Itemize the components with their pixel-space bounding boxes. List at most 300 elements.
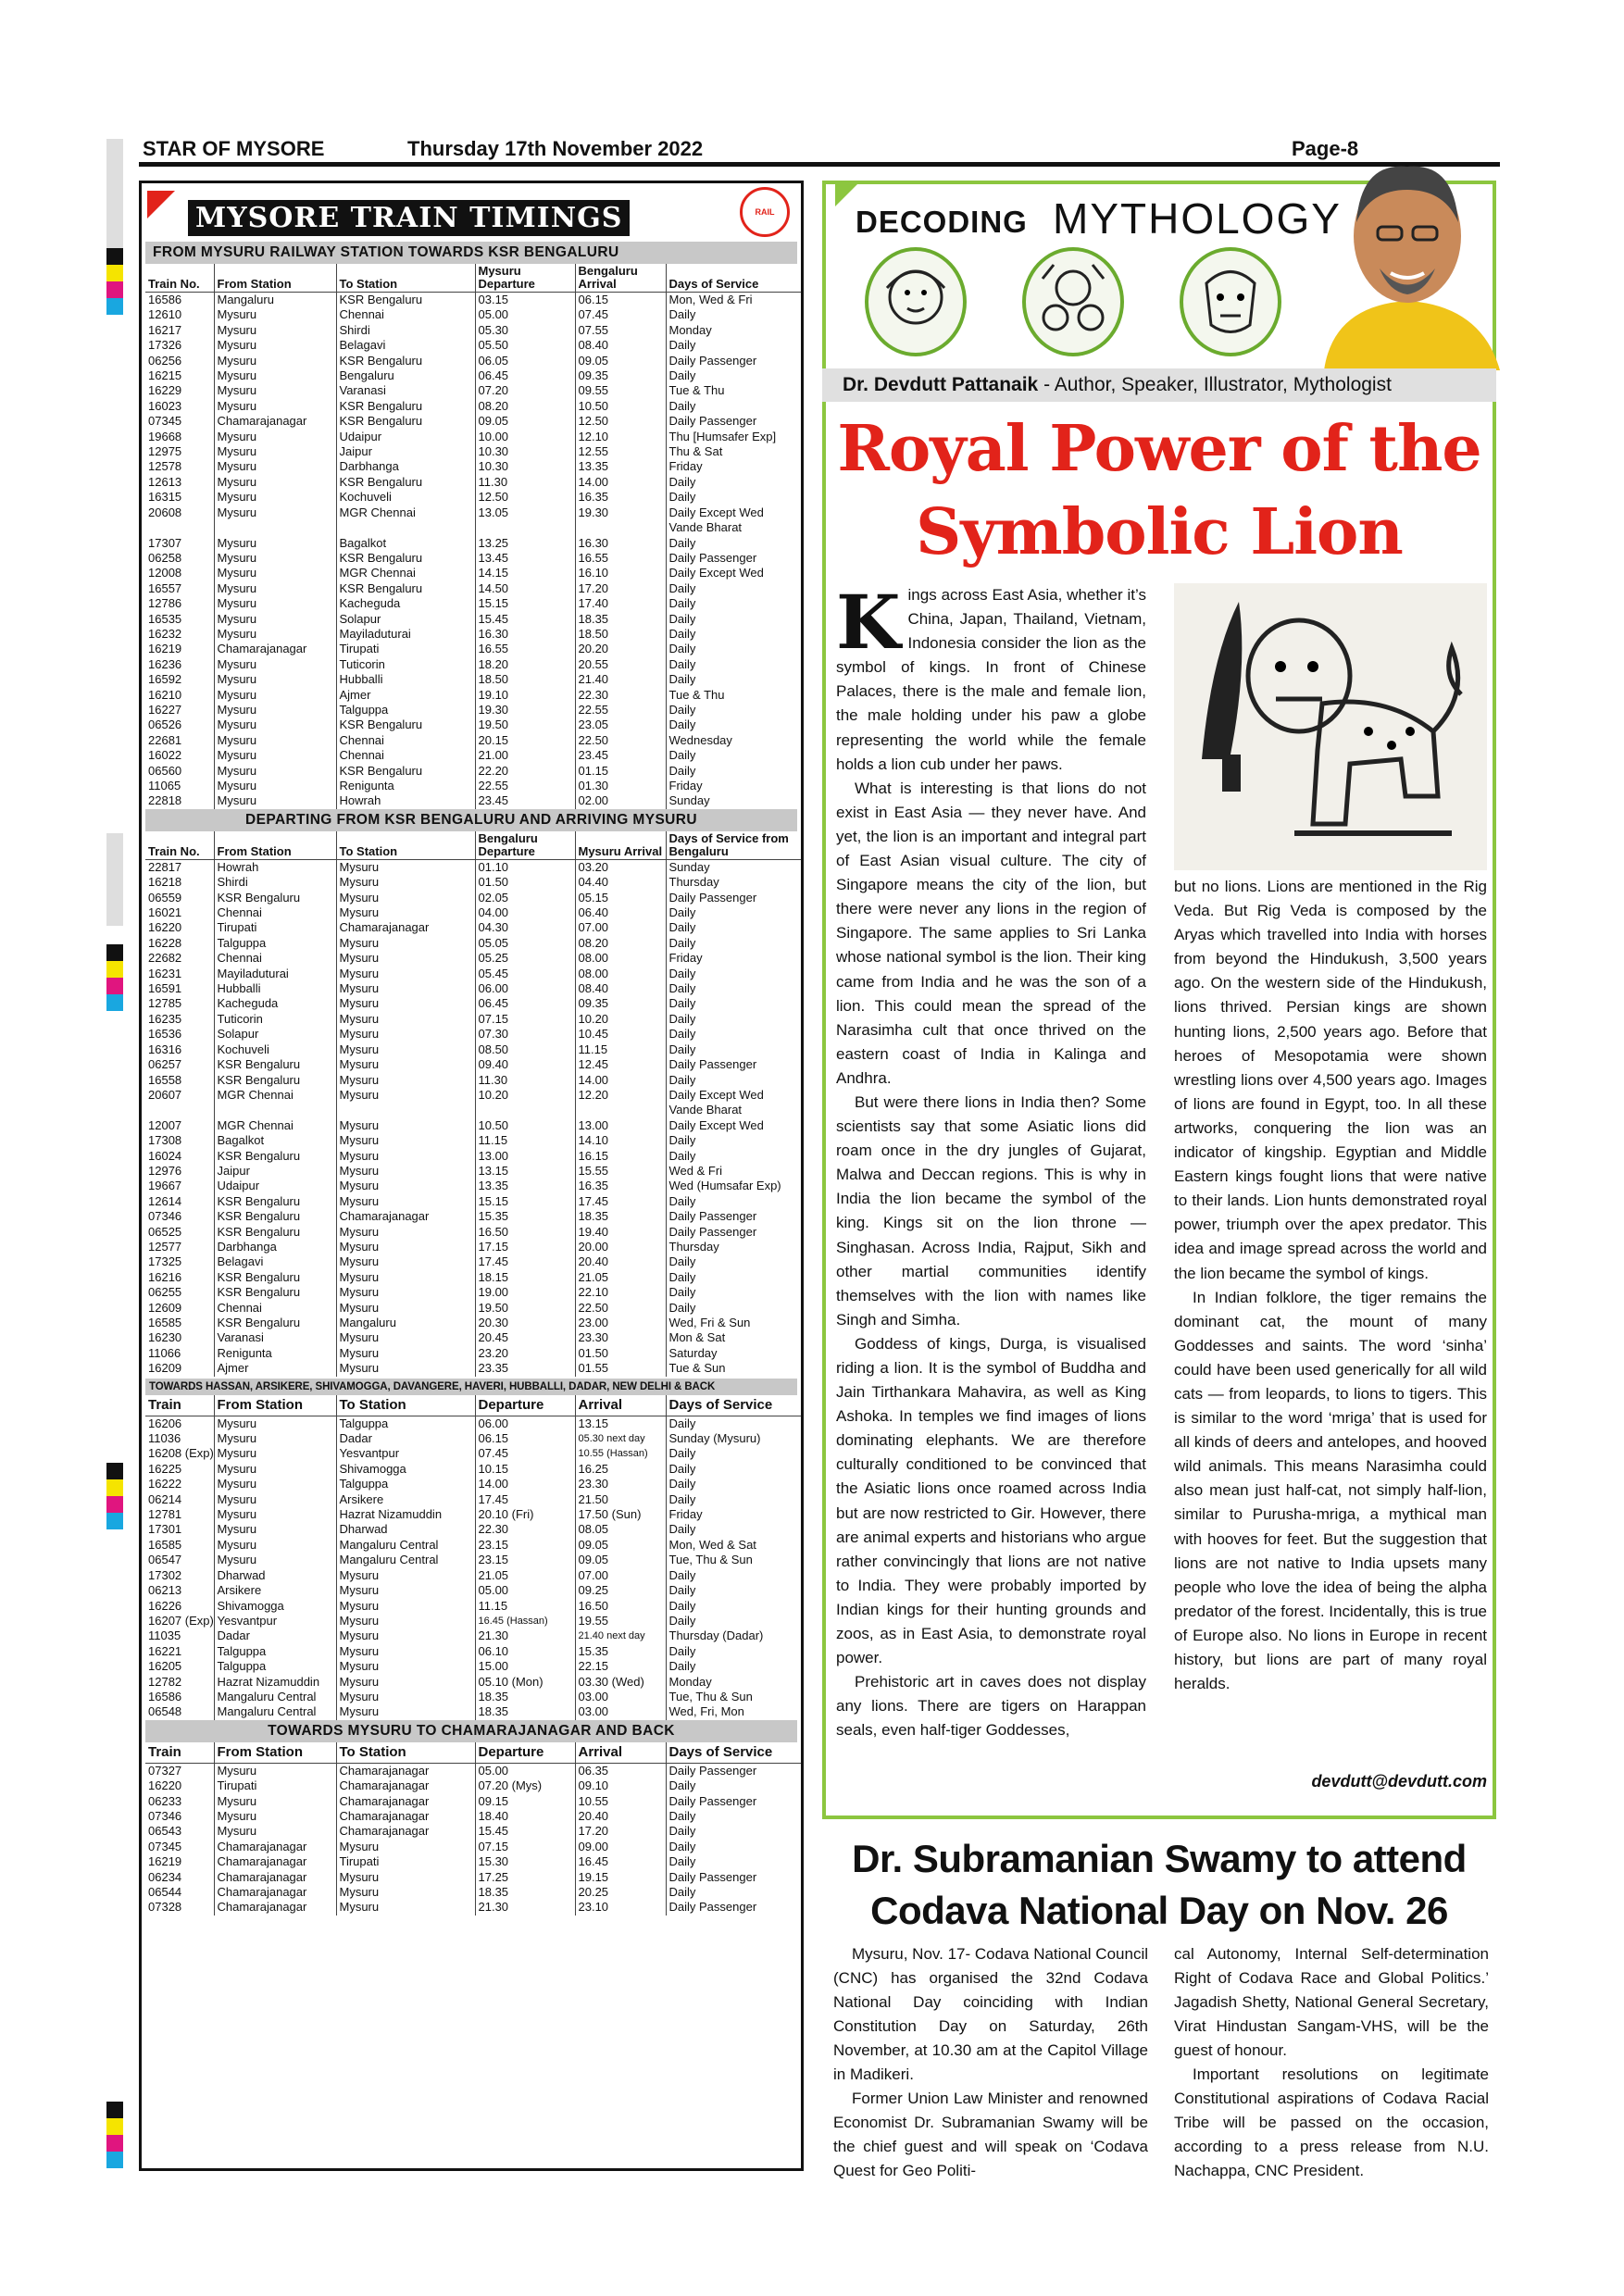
table-cell: 01.15 <box>575 764 666 779</box>
column-header: Mysuru Departure <box>475 264 575 293</box>
table-row <box>145 293 801 308</box>
table-cell: Jaipur <box>214 1164 336 1179</box>
table-cell: Dadar <box>214 1628 336 1643</box>
news-paragraph: Important resolutions on legitimate Constitutional aspirations of Codava Racial Tribe will be passed on the occasion, according to a press release from N.U. Nachappa, CNC President. <box>1174 2065 1489 2179</box>
table-cell: 03.00 <box>575 1704 666 1719</box>
table-row <box>145 1492 801 1507</box>
table-cell: Daily <box>666 1854 801 1869</box>
table-cell: Daily <box>666 967 801 981</box>
table-cell: Daily <box>666 1042 801 1057</box>
table-cell: Daily <box>666 1614 801 1628</box>
table-cell: 20.40 <box>575 1254 666 1269</box>
table-cell: 16229 <box>148 383 182 398</box>
section-title: TOWARDS HASSAN, ARSIKERE, SHIVAMOGGA, DAVANGERE, HAVERI, HUBBALLI, DADAR, NEW DELHI & BACK <box>145 1379 797 1395</box>
table-cell: Mysuru <box>336 1361 475 1376</box>
table-cell: Daily <box>666 1446 801 1461</box>
table-cell: 06560 <box>148 763 182 778</box>
table-cell: Mysuru <box>336 1583 475 1598</box>
table-cell: 16205 <box>148 1659 182 1674</box>
registration-marks <box>106 944 123 1011</box>
table-row <box>145 1854 801 1869</box>
table-cell: 15.00 <box>475 1659 575 1674</box>
table-row <box>145 1538 801 1553</box>
table-cell: 10.55 <box>575 1794 666 1809</box>
table-cell: KSR Bengaluru <box>336 551 475 566</box>
table-cell: Daily <box>666 1644 801 1659</box>
table-cell: 03.15 <box>475 293 575 308</box>
table-cell: Mysuru <box>336 1346 475 1361</box>
table-cell: Daily Except Wed Vande Bharat <box>666 505 801 536</box>
table-cell: 19.50 <box>475 1301 575 1316</box>
table-cell: 17.20 <box>575 1824 666 1839</box>
table-row <box>145 1840 801 1854</box>
table-cell: 07.20 (Mys) <box>475 1778 575 1793</box>
table-cell: Mysuru <box>336 996 475 1011</box>
table-cell: 22.15 <box>575 1659 666 1674</box>
table-cell: 17.45 <box>575 1194 666 1209</box>
column-header: From Station <box>214 264 336 293</box>
table-cell: 02.05 <box>475 891 575 905</box>
table-cell: Mysuru <box>336 1628 475 1643</box>
table-cell: 06.40 <box>575 905 666 920</box>
table-cell: 17325 <box>148 1254 182 1269</box>
table-cell: Mysuru <box>214 1824 336 1839</box>
table-cell: 16.30 <box>475 627 575 642</box>
table-cell: 17.40 <box>575 596 666 611</box>
table-row <box>145 875 801 890</box>
column-header: To Station <box>336 831 475 860</box>
table-cell: 07.55 <box>575 323 666 338</box>
deity-medallion-icon <box>1022 247 1124 356</box>
table-cell: KSR Bengaluru <box>214 1149 336 1164</box>
table-cell: Mysuru <box>214 793 336 808</box>
table-cell: 22.30 <box>475 1522 575 1537</box>
table-cell: 07346 <box>148 1209 182 1224</box>
table-cell: 06234 <box>148 1869 182 1884</box>
table-cell: Daily <box>666 1659 801 1674</box>
table-row <box>145 1118 801 1133</box>
section-title: DEPARTING FROM KSR BENGALURU AND ARRIVING MYSURU <box>145 809 797 831</box>
table-cell: 22681 <box>148 732 182 747</box>
table-row <box>145 703 801 718</box>
table-row <box>145 672 801 687</box>
table-cell: Mysuru <box>336 1870 475 1885</box>
table-header-row <box>145 831 801 860</box>
table-cell: Daily <box>666 1285 801 1300</box>
table-cell: Udaipur <box>336 430 475 444</box>
table-cell: 16220 <box>148 1778 182 1793</box>
table-cell: Thu & Sat <box>666 444 801 459</box>
table-cell: 06525 <box>148 1224 182 1239</box>
table-cell: 20.30 <box>475 1316 575 1330</box>
table-row <box>145 1149 801 1164</box>
article-headline: Royal Power of the Symbolic Lion <box>837 412 1481 569</box>
table-cell: Mysuru <box>336 1644 475 1659</box>
table-header-row <box>145 264 801 293</box>
table-cell: 08.20 <box>475 399 575 414</box>
table-cell: 16.10 <box>575 566 666 580</box>
table-cell: Saturday <box>666 1346 801 1361</box>
table-cell: 16.30 <box>575 536 666 551</box>
table-cell: 12782 <box>148 1674 182 1689</box>
table-cell: 13.45 <box>475 551 575 566</box>
table-cell: Daily Passenger <box>666 354 801 368</box>
table-cell: Chamarajanagar <box>336 1778 475 1793</box>
table-cell: 09.35 <box>575 996 666 1011</box>
table-cell: Daily <box>666 338 801 353</box>
news-paragraph: Former Union Law Minister and renowned Economist Dr. Subramanian Swamy will be the chief guest and will speak on ‘Codava Quest for Geo Politi- <box>833 2090 1148 2179</box>
table-row <box>145 1179 801 1193</box>
table-cell: Friday <box>666 459 801 474</box>
table-cell: Daily <box>666 1840 801 1854</box>
table-cell: Daily Passenger <box>666 1225 801 1240</box>
table-cell: Mysuru <box>336 967 475 981</box>
table-cell: 15.55 <box>575 1164 666 1179</box>
table-cell: 08.40 <box>575 338 666 353</box>
timetable-title-bar <box>142 183 801 242</box>
table-cell: 06559 <box>148 890 182 905</box>
table-cell: Jaipur <box>336 444 475 459</box>
table-row <box>145 733 801 748</box>
table-row <box>145 1164 801 1179</box>
table-cell: 14.10 <box>575 1133 666 1148</box>
table-cell: 17308 <box>148 1133 182 1148</box>
table-cell: 06544 <box>148 1885 182 1899</box>
table-cell: 06526 <box>148 718 182 732</box>
table-cell: Daily <box>666 627 801 642</box>
table-cell: 16585 <box>148 1316 182 1329</box>
column-label-decoding: DECODING <box>856 205 1028 239</box>
table-cell: Ajmer <box>336 688 475 703</box>
table-row <box>145 1659 801 1674</box>
table-cell: Mysuru <box>214 1477 336 1491</box>
table-cell: KSR Bengaluru <box>214 1194 336 1209</box>
table-cell: Darbhanga <box>336 459 475 474</box>
table-row <box>145 566 801 580</box>
table-cell: 13.25 <box>475 536 575 551</box>
table-cell: 12.50 <box>475 490 575 505</box>
table-cell: 23.00 <box>575 1316 666 1330</box>
table-cell: 20.40 <box>575 1809 666 1824</box>
table-cell: 09.05 <box>575 354 666 368</box>
table-row <box>145 996 801 1011</box>
table-cell: 22.55 <box>575 703 666 718</box>
table-cell: 17302 <box>148 1567 182 1582</box>
table-cell: 16230 <box>148 1330 182 1345</box>
table-cell: Daily <box>666 1416 801 1431</box>
column-header: To Station <box>336 264 475 293</box>
table-cell: Yesvantpur <box>214 1614 336 1628</box>
table-cell: Mysuru <box>336 1285 475 1300</box>
table-cell: Daily <box>666 490 801 505</box>
article-paragraph: But were there lions in India then? Some scientists say that some Asiatic lions did roam once in the dry jungles of Gujarat, Malwa and Deccan regions. This is why in India the lion became the symbol of the king. Kings sit on the lion throne — Singhasan. Across India, Rajput, Sikh and other martial communities identify themselves with the lion with names like Singh and Simha. <box>836 1092 1146 1329</box>
table-cell: Wed (Humsafar Exp) <box>666 1179 801 1193</box>
table-cell: 06.35 <box>575 1763 666 1778</box>
table-cell: 09.55 <box>575 383 666 398</box>
table-cell: Mysuru <box>214 596 336 611</box>
table-cell: Mysuru <box>336 1568 475 1583</box>
table-cell: 10.15 <box>475 1462 575 1477</box>
table-cell: 15.15 <box>475 596 575 611</box>
column-header: Arrival <box>575 1395 666 1416</box>
table-cell: 12.45 <box>575 1057 666 1072</box>
table-cell: 12.50 <box>575 414 666 429</box>
table-cell: Chennai <box>214 1301 336 1316</box>
table-cell: Daily <box>666 936 801 951</box>
table-cell: Mysuru <box>336 1675 475 1690</box>
table-cell: 07345 <box>148 414 182 429</box>
table-cell: 03.30 (Wed) <box>575 1675 666 1690</box>
table-row <box>145 444 801 459</box>
article-column <box>1174 875 1487 1768</box>
table-row <box>145 859 801 875</box>
table-cell: 14.50 <box>475 581 575 596</box>
table-cell: Yesvantpur <box>336 1446 475 1461</box>
table-cell: Daily <box>666 1012 801 1027</box>
table-row <box>145 1462 801 1477</box>
table-cell: Mysuru <box>214 718 336 732</box>
table-cell: 01.10 <box>475 859 575 875</box>
table-cell: 04.30 <box>475 920 575 935</box>
table-cell: 07327 <box>148 1763 182 1778</box>
table-cell: 11.15 <box>575 1042 666 1057</box>
table-cell: 09.00 <box>575 1840 666 1854</box>
table-row <box>145 383 801 398</box>
table-cell: Mysuru <box>214 430 336 444</box>
table-row <box>145 1614 801 1628</box>
table-cell: 16.35 <box>575 490 666 505</box>
table-cell: 12975 <box>148 444 182 459</box>
table-cell: 14.00 <box>575 475 666 490</box>
table-cell: 06.05 <box>475 354 575 368</box>
table-cell: 20.15 <box>475 733 575 748</box>
table-row <box>145 323 801 338</box>
table-cell: 16535 <box>148 611 182 626</box>
table-cell: 10.00 <box>475 430 575 444</box>
table-cell: Hazrat Nizamuddin <box>214 1675 336 1690</box>
table-cell: Daily <box>666 981 801 996</box>
table-cell: Bagalkot <box>336 536 475 551</box>
table-cell: Ajmer <box>214 1361 336 1376</box>
table-row <box>145 1301 801 1316</box>
table-cell: 16315 <box>148 490 182 505</box>
table-cell: 15.35 <box>575 1644 666 1659</box>
table-cell: 04.00 <box>475 905 575 920</box>
table-cell: Mysuru <box>214 551 336 566</box>
table-cell: Talguppa <box>336 1416 475 1431</box>
table-cell: 16021 <box>148 905 182 920</box>
table-cell: 18.35 <box>475 1690 575 1704</box>
table-row <box>145 1073 801 1088</box>
table-cell: Daily <box>666 657 801 672</box>
table-cell: 09.05 <box>575 1553 666 1567</box>
table-cell: 20.10 (Fri) <box>475 1507 575 1522</box>
table-cell: 11065 <box>148 779 181 792</box>
table-cell: Kacheguda <box>336 596 475 611</box>
column-header: To Station <box>336 1742 475 1764</box>
article-paragraph: What is interesting is that lions do not exist in East Asia — they never have. And yet, the lion is an important and integral part of East Asian visual culture. The city of Singapore means the city of the lion, but there were never any lions in the region of Singapore. The same applies to Sri Lanka whose national symbol is the lion. Their king came from India and he was the son of a lion. This could mean the spread of the Narasimha cult that once thrived on the eastern coast of India in Kalinga and Andhra. <box>836 779 1146 1087</box>
table-cell: Daily Except Wed Vande Bharat <box>666 1088 801 1118</box>
table-cell: KSR Bengaluru <box>336 718 475 732</box>
table-row <box>145 891 801 905</box>
table-cell: Mysuru <box>214 1462 336 1477</box>
table-cell: 05.25 <box>475 951 575 966</box>
table-cell: Daily <box>666 1254 801 1269</box>
table-row <box>145 718 801 732</box>
table-cell: 06.10 <box>475 1644 575 1659</box>
table-cell: 07328 <box>148 1900 182 1915</box>
table-cell: Solapur <box>214 1027 336 1042</box>
table-cell: Sunday <box>666 793 801 808</box>
table-cell: Tue, Thu & Sun <box>666 1553 801 1567</box>
table-cell: 23.10 <box>575 1900 666 1915</box>
table-cell: 18.40 <box>475 1809 575 1824</box>
table-row <box>145 1644 801 1659</box>
table-cell: Mysuru <box>214 383 336 398</box>
table-cell: 06214 <box>148 1491 182 1506</box>
table-cell: Shirdi <box>214 875 336 890</box>
table-cell: 06257 <box>148 1057 182 1072</box>
table-row <box>145 688 801 703</box>
table-cell: Mayiladuturai <box>336 627 475 642</box>
article-paragraph: Goddess of kings, Durga, is visualised riding a lion. It is the symbol of Buddha and Jain Tirthankara Mahavira, as well as King Ashoka. In temples we find images of lions dominating elephants. We are therefore culturally conditioned to be convinced that the Asiatic lions once roamed across India but are now restricted to Gir. However, there are animal experts and historians who argue rather convincingly that lions are not native to India. They were probably imported by Indian kings for their hunting grounds and zoos, as in East Asia, to demonstrate royal power. <box>836 1334 1146 1667</box>
table-cell: Wednesday <box>666 733 801 748</box>
table-cell: Renigunta <box>214 1346 336 1361</box>
table-cell: 16.55 <box>575 551 666 566</box>
table-cell: Tue & Thu <box>666 688 801 703</box>
table-cell: Mysuru <box>214 1809 336 1824</box>
table-row <box>145 1690 801 1704</box>
table-cell: 06233 <box>148 1793 182 1808</box>
column-header: From Station <box>214 831 336 860</box>
table-cell: 06258 <box>148 550 182 565</box>
table-cell: Mysuru <box>336 1614 475 1628</box>
table-row <box>145 475 801 490</box>
table-cell: Renigunta <box>336 779 475 793</box>
table-cell: 23.30 <box>575 1477 666 1491</box>
table-cell: 06.00 <box>475 981 575 996</box>
table-cell: 16235 <box>148 1011 182 1026</box>
author-name: Dr. Devdutt Pattanaik <box>843 374 1039 395</box>
table-cell: 18.20 <box>475 657 575 672</box>
table-cell: Daily <box>666 581 801 596</box>
column-header: Days of Service <box>666 264 801 293</box>
table-cell: 10.50 <box>575 399 666 414</box>
author-description: - Author, Speaker, Illustrator, Mythologist <box>1038 374 1392 395</box>
header-rule <box>139 162 1500 167</box>
table-cell: 09.35 <box>575 368 666 383</box>
table-row <box>145 1361 801 1376</box>
news-column <box>1174 1942 1489 2179</box>
table-cell: Sunday <box>666 859 801 875</box>
table-cell: 16.55 <box>475 642 575 656</box>
table-cell: Chennai <box>336 307 475 322</box>
table-cell: Daily <box>666 612 801 627</box>
table-cell: 18.35 <box>575 1209 666 1224</box>
table-row <box>145 551 801 566</box>
table-cell: Daily <box>666 475 801 490</box>
table-cell: Talguppa <box>214 1644 336 1659</box>
goddess-medallion-icon <box>865 247 967 356</box>
table-cell: Kochuveli <box>336 490 475 505</box>
table-cell: 01.30 <box>575 779 666 793</box>
table-cell: Mysuru <box>336 905 475 920</box>
table-cell: Howrah <box>336 793 475 808</box>
table-cell: Mangaluru Central <box>336 1538 475 1553</box>
table-row <box>145 1507 801 1522</box>
table-cell: Daily <box>666 1583 801 1598</box>
table-cell: Chamarajanagar <box>214 642 336 656</box>
table-cell: Daily <box>666 703 801 718</box>
table-cell: 14.00 <box>575 1073 666 1088</box>
table-cell: 22817 <box>148 859 182 874</box>
table-row <box>145 1330 801 1345</box>
table-cell: 07.30 <box>475 1027 575 1042</box>
registration-marks <box>106 2102 123 2168</box>
table-cell: Arsikere <box>214 1583 336 1598</box>
table-cell: Daily <box>666 1824 801 1839</box>
table-cell: Mysuru <box>336 1840 475 1854</box>
table-cell: Mysuru <box>336 1057 475 1072</box>
table-cell: KSR Bengaluru <box>214 891 336 905</box>
table-cell: 03.20 <box>575 859 666 875</box>
table-row <box>145 1316 801 1330</box>
column-label-mythology: MYTHOLOGY <box>1053 194 1342 243</box>
table-cell: KSR Bengaluru <box>214 1057 336 1072</box>
table-cell: Chamarajanagar <box>336 1794 475 1809</box>
table-cell: Mysuru <box>214 1522 336 1537</box>
table-cell: Mysuru <box>214 1794 336 1809</box>
table-cell: Mysuru <box>214 703 336 718</box>
table-cell: MGR Chennai <box>214 1118 336 1133</box>
table-cell: 08.20 <box>575 936 666 951</box>
table-cell: Darbhanga <box>214 1240 336 1254</box>
table-cell: 10.50 <box>475 1118 575 1133</box>
table-cell: 12008 <box>148 566 182 580</box>
table-cell: 20.25 <box>575 1885 666 1900</box>
article-paragraph: but no lions. Lions are mentioned in the Rig Veda. But Rig Veda is composed by the Aryas which travelled into India with horses from beyond the Hindukush, 3,500 years ago. On the western side of the Hindukush, lions thrived. Persian kings are shown hunting lions, 2,500 years ago. Before that heroes of Mesopotamia were shown wrestling lions over 4,500 years ago. Images of lions are found in Egypt, too. In all these artworks, conquering the lion was an indicator of kingship. Egyptian and Middle Eastern kings fought lions that were native to their lands. Lion hunts demonstrated royal power, triumph over the apex predator. This idea and image spread across the world and the lion became the symbol of kings. <box>1174 878 1487 1282</box>
table-cell: 19.30 <box>475 703 575 718</box>
table-row <box>145 1778 801 1793</box>
table-cell: Mysuru <box>214 627 336 642</box>
table-cell: Talguppa <box>214 936 336 951</box>
table-row <box>145 1225 801 1240</box>
article-paragraph: In Indian folklore, the tiger remains the dominant cat, the mount of many Goddesses and saints. The word ‘sinha’ could have been used generically for all wild cats — from leopards, to lions to tigers. This is similar to the word ‘mriga’ that is used for all kinds of deers and antelopes, and hooved wild animals. This means Narasimha could also mean just half-cat, not simply half-lion, similar to Purusha-mriga, a mythical man with hooves for feet. But the suggestion that lions are not native to India upsets many people who love the idea of being the alpha predator of the forest. Incidentally, this is true of Europe also. No lions in Europe in recent history, but lions are part of many royal heralds. <box>1174 1288 1487 1693</box>
table-cell: KSR Bengaluru <box>214 1073 336 1088</box>
table-cell: Hubballi <box>336 672 475 687</box>
table-cell: 21.05 <box>575 1270 666 1285</box>
table-cell: 12786 <box>148 596 182 611</box>
table-row <box>145 748 801 763</box>
table-cell: 23.05 <box>575 718 666 732</box>
table-cell: Chamarajanagar <box>214 1854 336 1869</box>
table-cell: Mysuru <box>214 733 336 748</box>
section-title: TOWARDS MYSURU TO CHAMARAJANAGAR AND BACK <box>145 1720 797 1742</box>
table-cell: Daily <box>666 1073 801 1088</box>
table-cell: Udaipur <box>214 1179 336 1193</box>
table-cell: 20.00 <box>575 1240 666 1254</box>
table-row <box>145 1885 801 1900</box>
table-cell: 16217 <box>148 322 182 337</box>
table-cell: 04.40 <box>575 875 666 890</box>
table-cell: Tirupati <box>214 920 336 935</box>
timetable-title: MYSORE TRAIN TIMINGS <box>188 202 630 234</box>
table-cell: 18.50 <box>475 672 575 687</box>
table-cell: 16557 <box>148 580 182 595</box>
table-cell: Mysuru <box>336 1073 475 1088</box>
table-cell: 21.00 <box>475 748 575 763</box>
table-row <box>145 581 801 596</box>
